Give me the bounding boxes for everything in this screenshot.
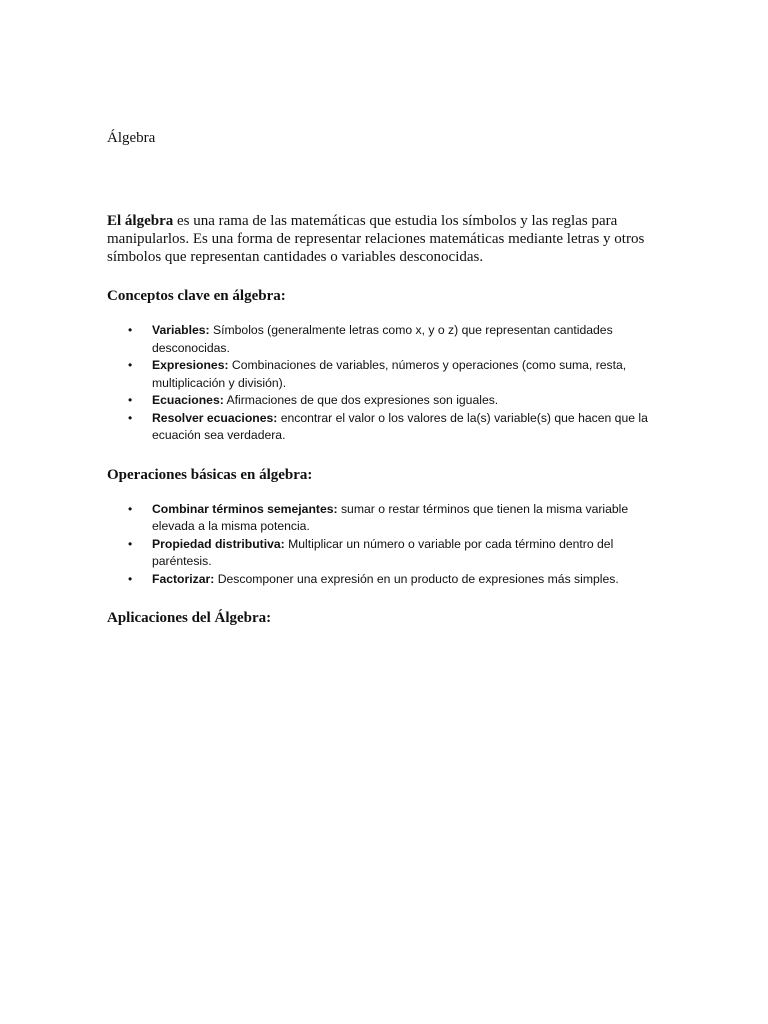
list-item [107,322,663,357]
list-item-text: Símbolos (generalmente letras como x, y o z) que representan cantidades desconocidas. [152,323,613,355]
list-item-text: sumar o restar términos que tienen la misma variable elevada a la misma potencia. [152,501,629,533]
list-item-text: encontrar el valor o los valores de la(s) variable(s) que hacen que la ecuación sea verdadera. [152,410,648,442]
list-item [107,357,663,392]
list-item [107,392,663,410]
list-item-term: Ecuaciones: [152,393,224,407]
list-item-term: Combinar términos semejantes: [152,501,338,516]
list-item-term: Resolver ecuaciones: [152,410,278,425]
list-item-term: Expresiones: [152,358,229,372]
list-item-text: Afirmaciones de que dos expresiones son iguales. [223,393,499,407]
document-body [107,128,663,628]
bullet-icon: • [128,358,133,372]
document-title: Álgebra [107,130,156,146]
list-item-text: Descomponer una expresión en un producto de expresiones más simples. [214,571,619,586]
bullet-icon: • [128,410,133,425]
intro-paragraph [107,212,663,266]
list-item-text: Multiplicar un número o variable por cada término dentro del paréntesis. [152,536,614,568]
list-item-term: Factorizar: [152,571,215,586]
list-item [107,571,663,589]
list-item [107,501,663,536]
bullet-icon: • [128,501,133,516]
list-item [107,536,663,571]
bullet-icon: • [128,571,133,586]
bullet-icon: • [128,536,133,551]
list-item-term: Propiedad distributiva: [152,536,285,551]
intro-term: El álgebra [107,213,174,229]
list-item [107,410,663,445]
section-heading-operaciones: Operaciones básicas en álgebra: [107,466,313,483]
bullet-icon: • [128,323,133,337]
bullet-icon: • [128,393,133,407]
bullet-list-operaciones [107,501,663,589]
section-heading-aplicaciones: Aplicaciones del Álgebra: [107,610,272,626]
bullet-list-conceptos [107,322,663,445]
list-item-term: Variables: [152,323,210,337]
section-heading-conceptos: Conceptos clave en álgebra: [107,288,286,304]
intro-text: es una rama de las matemáticas que estudia los símbolos y las reglas para manipularlos. Es una forma de representar relaciones matemáticas mediante letras y otros símbolos que representan cantidades o variables desconocidas. [107,213,645,265]
list-item-text: Combinaciones de variables, números y operaciones (como suma, resta, multiplicación y división). [152,358,627,390]
